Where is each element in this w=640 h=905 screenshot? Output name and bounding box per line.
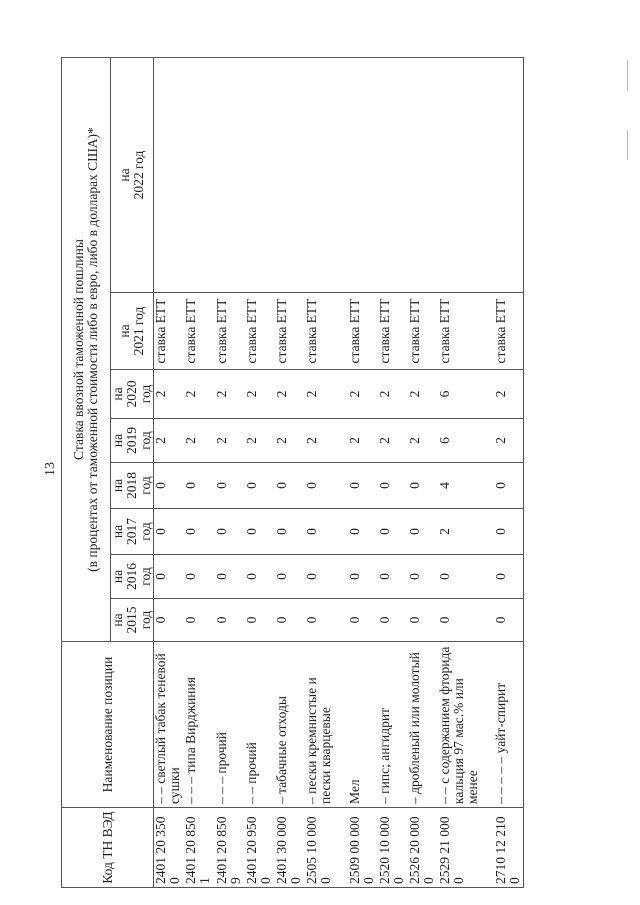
rate-cell-0: 0 (305, 599, 348, 642)
rate-cell-3: 0 (154, 463, 184, 509)
rate-cell-4: 2 (305, 419, 348, 463)
year-prefix: на (110, 524, 125, 539)
year-header-7 (111, 58, 154, 293)
rate-cell-5: 2 (184, 370, 215, 419)
rate-cell-5: 2 (348, 370, 378, 419)
rate-cell-0: 0 (184, 599, 215, 642)
year-label: 2022 год (131, 150, 146, 200)
table-row (184, 58, 215, 888)
year-label: 2015 год (124, 606, 153, 634)
rate-cell-2: 0 (348, 509, 378, 555)
page-number: 13 (43, 462, 58, 476)
year-prefix: на (110, 478, 125, 493)
rate-cell-6: ставка ЕТТ (275, 293, 305, 370)
position-name-cell: – – – прочий (215, 642, 245, 808)
year-header-3 (111, 463, 154, 509)
rate-cell-7 (184, 58, 215, 293)
hs-code-cell: 2401 20 850 9 (215, 808, 245, 888)
rate-cell-1: 0 (378, 555, 408, 599)
year-label: 2020 год (124, 380, 153, 408)
rate-cell-4: 2 (408, 419, 438, 463)
rate-cell-3: 0 (378, 463, 408, 509)
rate-cell-7 (408, 58, 438, 293)
rate-cell-3: 0 (245, 463, 275, 509)
rate-cell-1: 0 (245, 555, 275, 599)
year-label: 2019 год (124, 427, 153, 454)
table-row (215, 58, 245, 888)
table-body (154, 58, 524, 888)
hs-code-cell: 2529 21 000 0 (438, 808, 494, 888)
table-row (305, 58, 348, 888)
hs-code-cell: 2401 20 950 0 (245, 808, 275, 888)
rate-cell-6: ставка ЕТТ (494, 293, 524, 370)
hs-code-cell: 2526 20 000 0 (408, 808, 438, 888)
table-row (494, 58, 524, 888)
rate-cell-4: 2 (184, 419, 215, 463)
rate-cell-0: 0 (438, 599, 494, 642)
rate-cell-2: 0 (275, 509, 305, 555)
rate-cell-7 (245, 58, 275, 293)
rate-cell-2: 0 (494, 509, 524, 555)
table-row (275, 58, 305, 888)
year-prefix: на (110, 569, 125, 584)
table-row (408, 58, 438, 888)
year-label: 2018 год (124, 472, 153, 499)
rate-cell-7 (154, 58, 184, 293)
rate-cell-0: 0 (494, 599, 524, 642)
rate-cell-1: 0 (305, 555, 348, 599)
rate-cell-5: 2 (245, 370, 275, 419)
rate-cell-2: 0 (408, 509, 438, 555)
rate-cell-1: 0 (275, 555, 305, 599)
rate-cell-1: 0 (184, 555, 215, 599)
rate-header-title: Ставка ввозной таможенной пошлины (71, 239, 86, 460)
rate-cell-5: 2 (378, 370, 408, 419)
rate-cell-7 (348, 58, 378, 293)
rate-cell-1: 0 (438, 555, 494, 599)
position-name-cell: – – с содержанием фторида кальция 97 мас.% или менее (438, 642, 494, 808)
position-name-cell: – – – типа Вирджиния (184, 642, 215, 808)
rate-cell-1: 0 (494, 555, 524, 599)
rate-cell-3: 0 (275, 463, 305, 509)
position-name-cell: – – прочий (245, 642, 275, 808)
rate-cell-6: ставка ЕТТ (215, 293, 245, 370)
rate-cell-6: ставка ЕТТ (408, 293, 438, 370)
rate-cell-3: 0 (408, 463, 438, 509)
rate-cell-5: 6 (438, 370, 494, 419)
rate-cell-5: 2 (494, 370, 524, 419)
year-header-1 (111, 555, 154, 599)
year-prefix: на (117, 168, 132, 182)
rate-cell-4: 2 (245, 419, 275, 463)
rate-cell-3: 0 (348, 463, 378, 509)
hs-code-cell: 2505 10 000 0 (305, 808, 348, 888)
scan-edge-mark (627, 130, 628, 160)
rate-cell-1: 0 (154, 555, 184, 599)
rate-cell-4: 2 (275, 419, 305, 463)
rate-cell-2: 0 (245, 509, 275, 555)
rate-cell-7 (438, 58, 494, 293)
rate-cell-7 (275, 58, 305, 293)
rate-cell-1: 0 (408, 555, 438, 599)
year-prefix: на (110, 387, 125, 401)
position-name-cell: – гипс; ангидрит (378, 642, 408, 808)
tariff-table (61, 57, 524, 888)
rate-cell-4: 2 (154, 419, 184, 463)
rate-cell-4: 2 (494, 419, 524, 463)
rotated-page (61, 58, 522, 888)
hs-code-cell: 2401 30 000 0 (275, 808, 305, 888)
rate-cell-2: 0 (154, 509, 184, 555)
table-row (378, 58, 408, 888)
position-name-cell: – – – – – уайт-спирит (494, 642, 524, 808)
rate-cell-6: ставка ЕТТ (184, 293, 215, 370)
rate-header (62, 58, 111, 642)
hs-code-cell: 2401 20 850 1 (184, 808, 215, 888)
year-header-4 (111, 419, 154, 463)
rate-cell-2: 0 (184, 509, 215, 555)
rate-cell-2: 0 (378, 509, 408, 555)
rate-cell-4: 6 (438, 419, 494, 463)
rate-cell-0: 0 (215, 599, 245, 642)
rate-cell-0: 0 (378, 599, 408, 642)
year-header-5 (111, 370, 154, 419)
year-label: 2021 год (131, 306, 146, 356)
rate-cell-0: 0 (275, 599, 305, 642)
rate-cell-4: 2 (378, 419, 408, 463)
rate-cell-3: 0 (305, 463, 348, 509)
rate-cell-3: 4 (438, 463, 494, 509)
rate-cell-4: 2 (215, 419, 245, 463)
hs-code-cell: 2509 00 000 0 (348, 808, 378, 888)
position-name-cell: – – светлый табак теневой сушки (154, 642, 184, 808)
rate-cell-0: 0 (348, 599, 378, 642)
rate-header-subtitle: (в процентах от таможенной стоимости либо в евро, либо в долларах США)* (85, 127, 100, 572)
position-name-cell: – табачные отходы (275, 642, 305, 808)
rate-cell-3: 0 (215, 463, 245, 509)
rate-cell-5: 2 (275, 370, 305, 419)
rate-cell-6: ставка ЕТТ (378, 293, 408, 370)
table-row (438, 58, 494, 888)
rate-cell-0: 0 (154, 599, 184, 642)
year-prefix: на (117, 324, 132, 338)
rate-cell-0: 0 (245, 599, 275, 642)
rate-cell-6: ставка ЕТТ (305, 293, 348, 370)
hs-code-cell: 2520 10 000 0 (378, 808, 408, 888)
table-row (154, 58, 184, 888)
hs-code-cell: 2401 20 350 0 (154, 808, 184, 888)
rate-cell-6: ставка ЕТТ (438, 293, 494, 370)
rate-cell-5: 2 (305, 370, 348, 419)
position-name-cell: – дробленый или молотый (408, 642, 438, 808)
rate-cell-0: 0 (408, 599, 438, 642)
position-name-cell: Мел (348, 642, 378, 808)
year-label: 2017 год (124, 518, 153, 545)
column-header-code: Код ТН ВЭД (62, 808, 154, 888)
rate-cell-3: 0 (494, 463, 524, 509)
column-header-name: Наименование позиции (62, 642, 154, 808)
hs-code-cell: 2710 12 210 0 (494, 808, 524, 888)
rate-cell-2: 2 (438, 509, 494, 555)
rate-cell-7 (494, 58, 524, 293)
year-header-2 (111, 509, 154, 555)
rate-cell-2: 0 (215, 509, 245, 555)
rate-cell-7 (378, 58, 408, 293)
position-name-cell: – пески кремнистые и пески кварцевые (305, 642, 348, 808)
rate-cell-1: 0 (215, 555, 245, 599)
rate-cell-3: 0 (184, 463, 215, 509)
year-header-6 (111, 293, 154, 370)
year-label: 2016 год (124, 563, 153, 590)
rate-cell-6: ставка ЕТТ (154, 293, 184, 370)
rate-cell-5: 2 (215, 370, 245, 419)
rate-cell-5: 2 (408, 370, 438, 419)
year-prefix: на (110, 613, 125, 627)
rate-cell-7 (305, 58, 348, 293)
year-prefix: на (110, 433, 125, 448)
year-header-0 (111, 599, 154, 642)
rate-cell-5: 2 (154, 370, 184, 419)
rate-cell-4: 2 (348, 419, 378, 463)
table-row (348, 58, 378, 888)
scan-edge-mark (627, 60, 628, 90)
rate-cell-7 (215, 58, 245, 293)
rate-cell-2: 0 (305, 509, 348, 555)
rate-cell-6: ставка ЕТТ (245, 293, 275, 370)
table-row (245, 58, 275, 888)
rate-cell-1: 0 (348, 555, 378, 599)
rate-cell-6: ставка ЕТТ (348, 293, 378, 370)
